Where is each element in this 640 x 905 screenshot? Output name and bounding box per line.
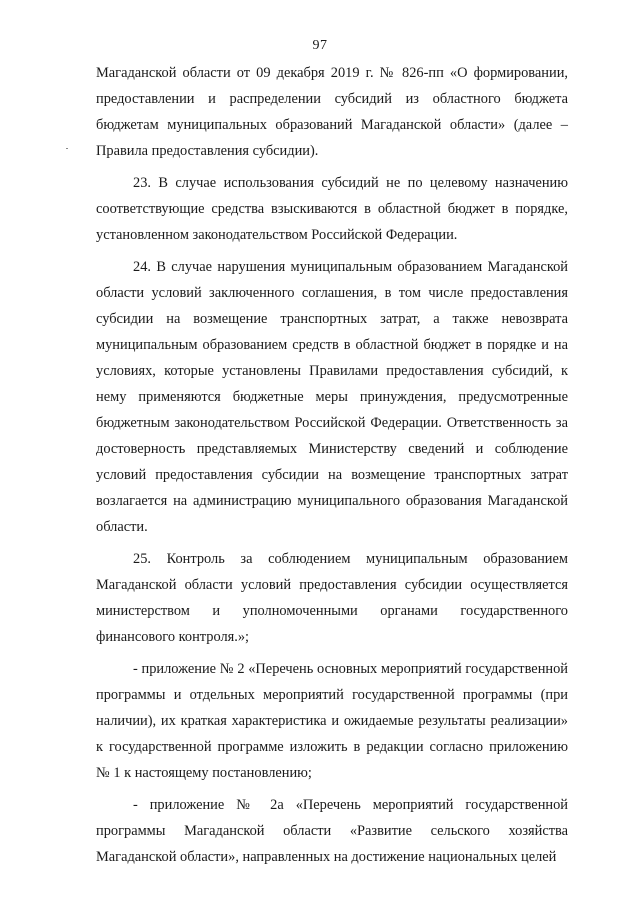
scan-mark xyxy=(66,148,68,149)
paragraph-23: 23. В случае использования субсидий не по целевому назначению соответствующие средства взыскиваются в областной бюджет в порядке, установленном законодательством Российской Федерации. xyxy=(96,175,568,243)
page-number: 97 xyxy=(312,38,328,53)
document-body xyxy=(96,60,568,870)
paragraph-continuation: Магаданской области от 09 декабря 2019 г. № 826-пп «О формировании, предоставлении и распределении субсидий из областного бюджета бюджетам муниципальных образований Магаданской области» (далее – Правила предоставления субсидии). xyxy=(96,65,568,159)
paragraph-appendix-2a: - приложение № 2а «Перечень мероприятий государственной программы Магаданской области «Развитие сельского хозяйства Магаданской области», направленных на достижение национальных целей xyxy=(96,797,568,865)
paragraph-25: 25. Контроль за соблюдением муниципальным образованием Магаданской области условий предоставления субсидии осуществляется министерством и уполномоченными органами государственного финансового контроля.»; xyxy=(96,551,568,645)
paragraph-appendix-2: - приложение № 2 «Перечень основных мероприятий государственной программы и отдельных мероприятий государственной программы (при наличии), их краткая характеристика и ожидаемые результаты реализации» к государственной программе изложить в редакции согласно приложению № 1 к настоящему постановлению; xyxy=(96,661,568,781)
paragraph-24: 24. В случае нарушения муниципальным образованием Магаданской области условий заключенного соглашения, в том числе предоставления субсидии на возмещение транспортных затрат, а также невозврата муниципальным образованием средств в областной бюджет в порядке и на условиях, которые установлены Правилами предоставления субсидий, к нему применяются бюджетные меры принуждения, предусмотренные бюджетным законодательством Российской Федерации. Ответственность за достоверность представляемых Министерству сведений и соблюдение условий предоставления субсидии на возмещение транспортных затрат возлагается на администрацию муниципального образования Магаданской области. xyxy=(96,259,568,535)
